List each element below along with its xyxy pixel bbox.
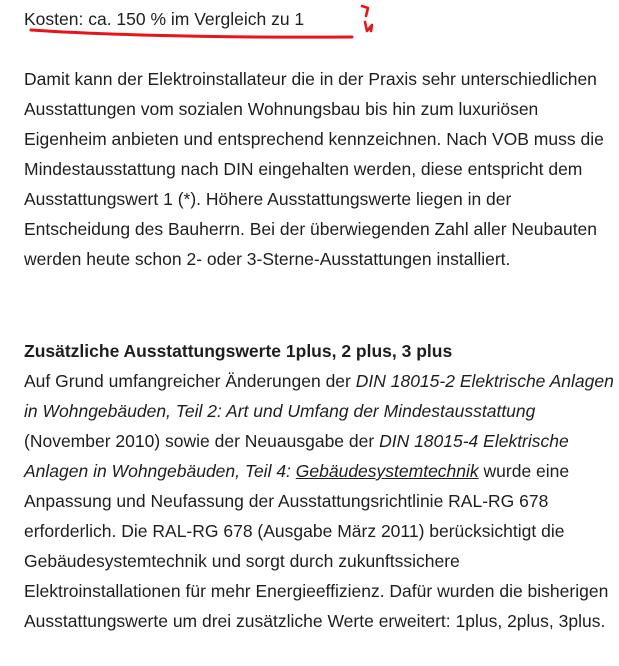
details-text-1: Auf Grund umfangreicher Änderungen der	[24, 371, 356, 391]
details-text-2: (November 2010) sowie der Neuausgabe der	[24, 431, 380, 451]
din-18015-4-title: DIN 18015-4 Elektrische Anlagen in Wohngebäuden, Teil 4:	[24, 431, 569, 481]
details-paragraph	[24, 366, 614, 636]
din-18015-2-title: DIN 18015-2 Elektrische Anlagen in Wohngebäuden, Teil 2: Art und Umfang der Mindestausstattung	[24, 371, 614, 421]
details-text-3: wurde eine Anpassung und Neufassung der Ausstattungsrichtlinie RAL-RG 678 erforderlich. Die RAL-RG 678 (Ausgabe März 2011) berücksichtigt die Gebäudesystemtechnik und sorgt durch zukunftssichere Elektroinstallationen für mehr Energieeffizienz. Dafür wurden die bisherigen Ausstattungswerte um drei zusätzliche Werte erweitert: 1plus, 2plus, 3plus.	[24, 461, 609, 631]
gebaeudesystemtechnik-link[interactable]: Gebäudesystemtechnik	[295, 461, 479, 481]
section-heading: Zusätzliche Ausstattungswerte 1plus, 2 plus, 3 plus	[24, 341, 453, 361]
intro-paragraph: Damit kann der Elektroinstallateur die in der Praxis sehr unterschiedlichen Ausstattungen vom sozialen Wohnungsbau bis hin zum luxuriösen Eigenheim anbieten und entsprechend kennzeichnen. Nach VOB muss die Mindestausstattung nach DIN eingehalten werden, diese entspricht dem Ausstattungswert 1 (*). Höhere Ausstattungswerte liegen in der Entscheidung des Bauherrn. Bei der überwiegenden Zahl aller Neubauten werden heute schon 2- oder 3-Sterne-Ausstattungen installiert.	[24, 69, 604, 269]
cost-line: Kosten: ca. 150 % im Vergleich zu 1	[24, 9, 305, 29]
red-scribble-mark	[362, 6, 372, 31]
